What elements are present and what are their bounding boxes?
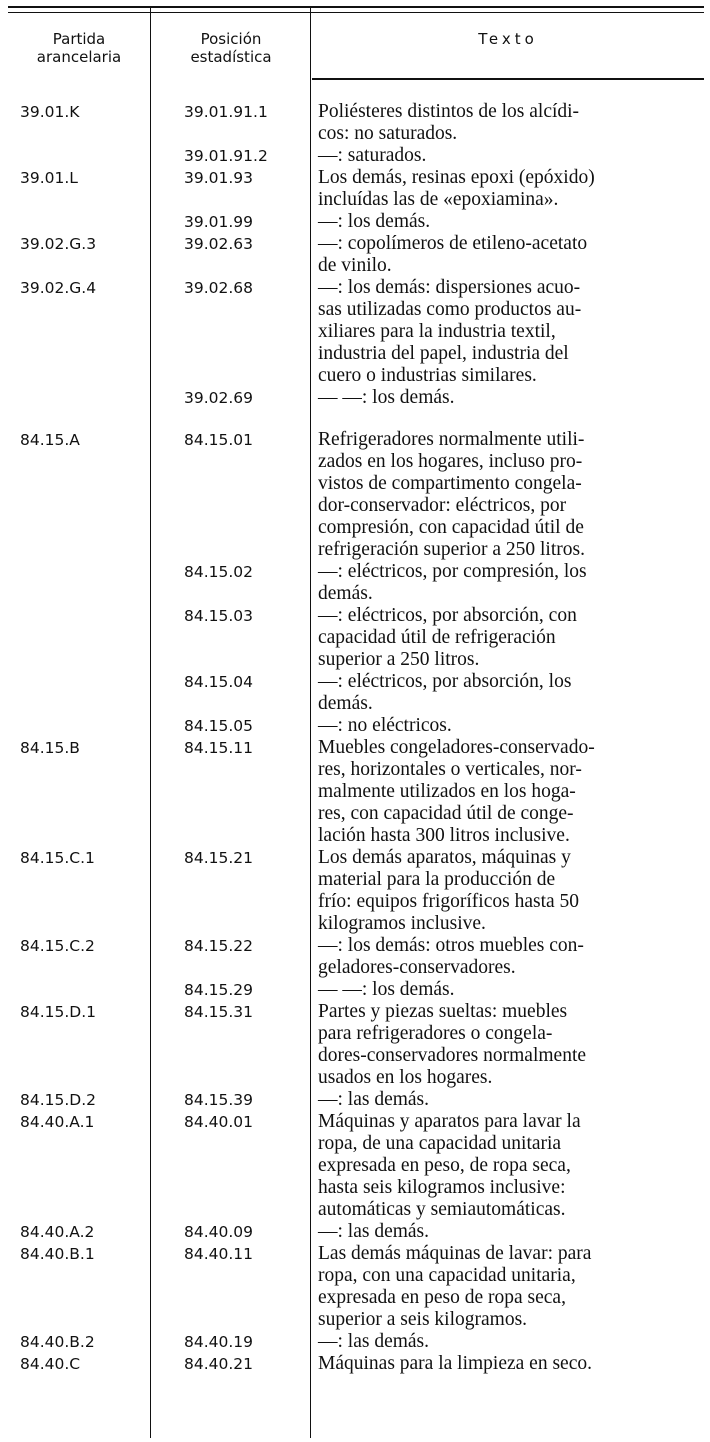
partida-cell: 84.40.B.2 [20,1333,95,1351]
header-partida-line2: arancelaria [36,48,122,66]
table-row [0,429,710,561]
texto-cell [310,1111,702,1221]
texto-line: usados en los hogares. [318,1067,493,1088]
texto-line: —: eléctricos, por compresión, los [318,561,587,582]
partida-cell [0,387,150,409]
posicion-cell: 39.02.63 [184,235,254,253]
partida-cell: 39.02.G.4 [20,279,97,297]
table-row [0,1111,710,1221]
posicion-cell: 39.01.91.1 [184,103,268,121]
posicion-cell: 84.40.01 [184,1113,254,1131]
texto-line: Poliésteres distintos de los alcídi- [318,101,580,122]
texto-line: geladores-conservadores. [318,957,516,978]
texto-line: Partes y piezas sueltas: muebles [318,1001,568,1022]
partida-cell: 84.40.B.1 [20,1245,95,1263]
posicion-cell: 39.01.99 [184,213,254,231]
table-row [0,145,710,167]
texto-line: Las demás máquinas de lavar: para [318,1243,592,1264]
partida-cell: 84.15.D.2 [20,1091,97,1109]
texto-line: refrigeración superior a 250 litros. [318,539,585,560]
table-row [0,101,710,145]
texto-cell [310,561,702,605]
texto-line: automáticas y semiautomáticas. [318,1199,566,1220]
texto-line: Muebles congeladores-conservado- [318,737,595,758]
table-row [0,979,710,1001]
texto-cell [310,737,702,847]
texto-cell [310,1353,702,1375]
texto-cell [310,935,702,979]
table-row [0,935,710,979]
posicion-cell: 84.15.03 [184,607,254,625]
table-row [0,737,710,847]
texto-line: cuero o industrias similares. [318,365,537,386]
table-row [0,561,710,605]
partida-cell [0,145,150,167]
texto-line: incluídas las de «epoxiamina». [318,189,559,210]
texto-cell [310,167,702,211]
texto-cell [310,605,702,671]
partida-cell [0,605,150,671]
posicion-cell: 39.02.68 [184,279,254,297]
partida-cell: 84.40.C [20,1355,81,1373]
posicion-cell: 84.15.21 [184,849,254,867]
texto-line: —: las demás. [318,1331,430,1352]
header-texto: Texto [478,30,538,48]
texto-line: —: las demás. [318,1221,430,1242]
texto-line: expresada en peso de ropa seca, [318,1287,566,1308]
header-underline [312,78,704,80]
posicion-cell: 84.40.19 [184,1333,254,1351]
texto-cell [310,233,702,277]
partida-cell: 84.40.A.1 [20,1113,95,1131]
partida-cell: 84.15.C.2 [20,937,95,955]
texto-line: kilogramos inclusive. [318,913,486,934]
texto-line: sas utilizadas como productos au- [318,299,582,320]
header-partida [8,30,150,66]
texto-line: —: los demás: dispersiones acuo- [318,277,581,298]
texto-line: hasta seis kilogramos inclusive: [318,1177,566,1198]
posicion-cell: 84.40.09 [184,1223,254,1241]
texto-line: —: eléctricos, por absorción, los [318,671,572,692]
table-row [0,167,710,211]
section-gap [0,409,710,429]
posicion-cell: 84.15.31 [184,1003,254,1021]
texto-cell [310,1243,702,1331]
texto-cell [310,1001,702,1089]
header-partida-line1: Partida [52,30,106,48]
texto-line: capacidad útil de refrigeración [318,627,556,648]
posicion-cell: 84.15.05 [184,717,254,735]
texto-line: expresada en peso, de ropa seca, [318,1155,571,1176]
texto-line: industria del papel, industria del [318,343,569,364]
texto-line: xiliares para la industria textil, [318,321,556,342]
posicion-cell: 84.15.11 [184,739,254,757]
table-row [0,387,710,409]
texto-line: —: eléctricos, por absorción, con [318,605,577,626]
texto-line: superior a 250 litros. [318,649,480,670]
header-posicion [152,30,310,66]
partida-cell: 39.01.L [20,169,78,187]
texto-line: res, con capacidad útil de conge- [318,803,574,824]
posicion-cell: 39.01.91.2 [184,147,268,165]
texto-cell [310,979,702,1001]
partida-cell [0,561,150,605]
header-posicion-line1: Posición [200,30,262,48]
texto-line: cos: no saturados. [318,123,458,144]
table-row [0,1089,710,1111]
texto-line: para refrigeradores o congela- [318,1023,553,1044]
partida-cell: 84.15.A [20,431,80,449]
table-row [0,277,710,387]
table-row [0,1353,710,1375]
table-row [0,715,710,737]
texto-line: zados en los hogares, incluso pro- [318,451,583,472]
partida-cell: 39.01.K [20,103,80,121]
texto-line: superior a seis kilogramos. [318,1309,528,1330]
partida-cell: 84.15.C.1 [20,849,95,867]
partida-cell: 84.40.A.2 [20,1223,95,1241]
texto-cell [310,671,702,715]
texto-cell [310,847,702,935]
texto-line: Los demás aparatos, máquinas y [318,847,571,868]
texto-line: dor-conservador: eléctricos, por [318,495,567,516]
texto-line: —: saturados. [318,145,427,166]
posicion-cell: 84.15.29 [184,981,254,999]
posicion-cell: 39.01.93 [184,169,254,187]
partida-cell [0,671,150,715]
posicion-cell: 84.40.11 [184,1245,254,1263]
texto-line: material para la producción de [318,869,556,890]
texto-cell [310,145,702,167]
texto-line: — —: los demás. [318,979,455,1000]
table-row [0,1221,710,1243]
table-row [0,1001,710,1089]
texto-cell [310,277,702,387]
tariff-table [0,101,710,1375]
posicion-cell: 84.40.21 [184,1355,254,1373]
texto-line: Los demás, resinas epoxi (epóxido) [318,167,595,188]
texto-line: ropa, de una capacidad unitaria [318,1133,562,1154]
texto-line: Máquinas y aparatos para lavar la [318,1111,581,1132]
texto-line: —: copolímeros de etileno-acetato [318,233,588,254]
partida-cell [0,211,150,233]
table-row [0,1331,710,1353]
texto-cell [310,101,702,145]
texto-line: lación hasta 300 litros inclusive. [318,825,570,846]
posicion-cell: 84.15.39 [184,1091,254,1109]
texto-line: ropa, con una capacidad unitaria, [318,1265,576,1286]
texto-line: dores-conservadores normalmente [318,1045,587,1066]
partida-cell [0,979,150,1001]
table-row [0,1243,710,1331]
texto-line: vistos de compartimento congela- [318,473,582,494]
texto-line: —: los demás: otros muebles con- [318,935,584,956]
texto-cell [310,1089,702,1111]
texto-line: res, horizontales o verticales, nor- [318,759,582,780]
texto-line: —: los demás. [318,211,431,232]
texto-cell [310,1221,702,1243]
partida-cell: 84.15.D.1 [20,1003,97,1021]
texto-line: Refrigeradores normalmente utili- [318,429,585,450]
posicion-cell: 84.15.01 [184,431,254,449]
texto-cell [310,715,702,737]
posicion-cell: 84.15.04 [184,673,254,691]
texto-cell [310,1331,702,1353]
table-row [0,605,710,671]
table-row [0,211,710,233]
texto-line: demás. [318,583,373,604]
posicion-cell: 39.02.69 [184,389,254,407]
partida-cell: 39.02.G.3 [20,235,97,253]
top-double-rule-inner [8,12,704,13]
texto-cell [310,429,702,561]
texto-line: frío: equipos frigoríficos hasta 50 [318,891,580,912]
texto-line: compresión, con capacidad útil de [318,517,584,538]
texto-line: de vinilo. [318,255,392,276]
texto-line: demás. [318,693,373,714]
texto-cell [310,387,702,409]
texto-cell [310,211,702,233]
table-row [0,671,710,715]
header-posicion-line2: estadística [190,48,272,66]
texto-line: malmente utilizados en los hoga- [318,781,576,802]
table-row [0,233,710,277]
texto-line: —: las demás. [318,1089,430,1110]
table-row [0,847,710,935]
texto-line: — —: los demás. [318,387,455,408]
posicion-cell: 84.15.22 [184,937,254,955]
texto-line: —: no eléctricos. [318,715,452,736]
texto-line: Máquinas para la limpieza en seco. [318,1353,592,1374]
partida-cell [0,715,150,737]
top-double-rule [8,6,704,8]
posicion-cell: 84.15.02 [184,563,254,581]
partida-cell: 84.15.B [20,739,80,757]
